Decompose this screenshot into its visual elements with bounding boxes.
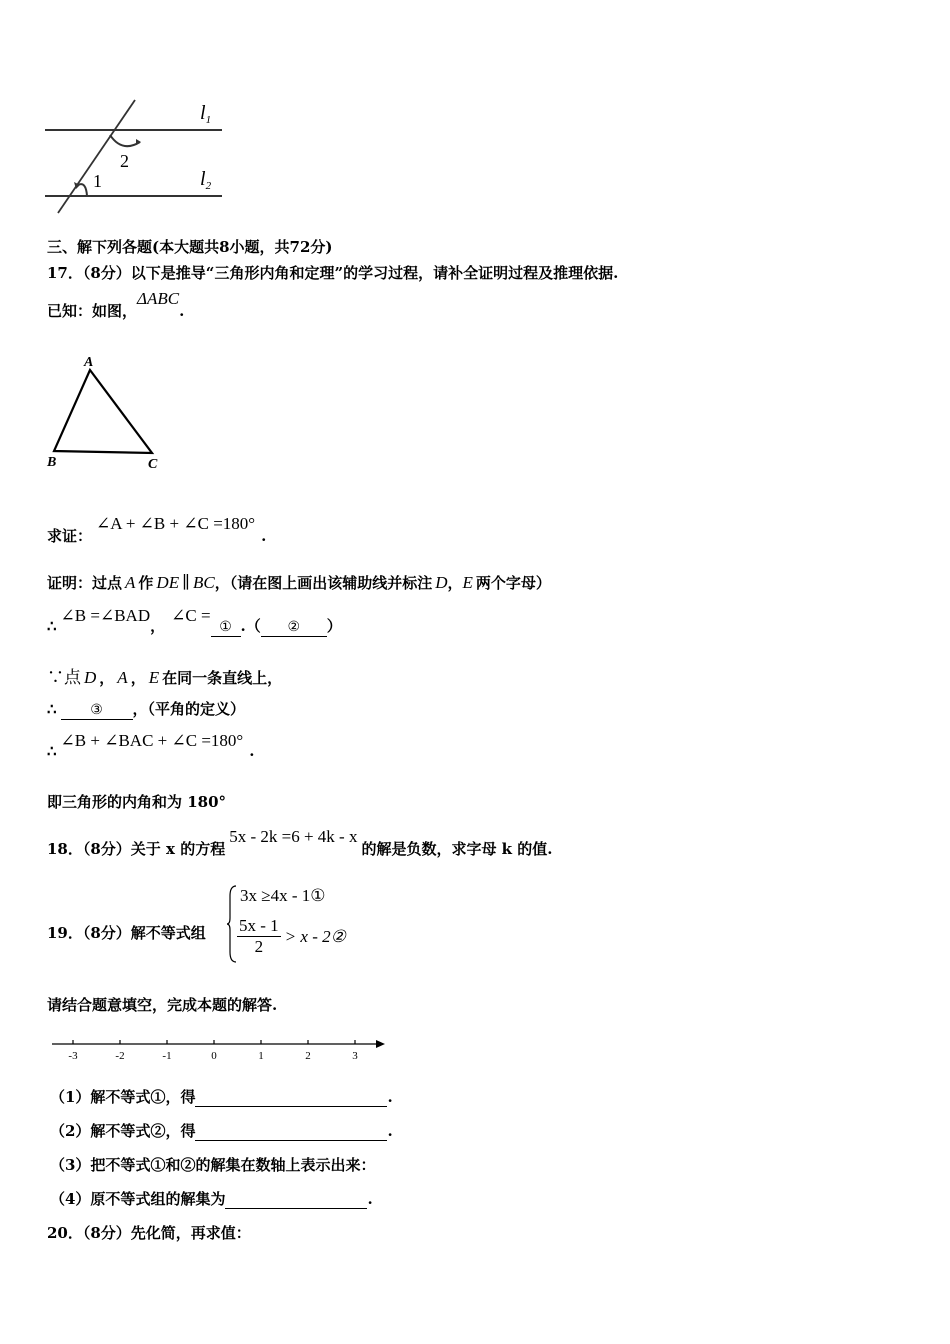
blank-2[interactable]: ②: [261, 619, 327, 637]
vertex-b: B: [47, 455, 57, 470]
angle-2-arrow: [136, 139, 141, 145]
number-line-arrow: [376, 1040, 385, 1048]
inequality-1: 3x ≥4x - 1①: [240, 886, 326, 905]
blank-1[interactable]: ①: [211, 619, 241, 637]
q17-proof-line3: ∵点 D ， A ， E 在同一条直线上，: [47, 668, 283, 687]
tick-label: 2: [305, 1050, 311, 1062]
vertex-c: C: [148, 457, 158, 472]
q19-part-1: （1）解不等式①，得 .: [50, 1088, 393, 1106]
section-title: 三、解下列各题(本大题共8小题，共72分): [47, 238, 333, 256]
q19-part-3: （3）把不等式①和②的解集在数轴上表示出来：: [50, 1156, 376, 1174]
q20: 20．（8分）先化简，再求值：: [47, 1224, 251, 1242]
angle-2-arc: [110, 135, 140, 146]
q17-conclusion: 即三角形的内角和为 180°: [47, 793, 227, 811]
label-l2: $l_2$: [200, 168, 212, 192]
triangle-abc: [54, 370, 152, 453]
q17-given: 已知：如图，ΔABC.: [47, 289, 185, 320]
triangle-abc-figure: [42, 348, 172, 476]
q19-prefix: 19．（8分）解不等式组: [47, 924, 206, 942]
q17-prove: 求证：∠A + ∠B + ∠C =180°.: [47, 514, 267, 545]
parallel-lines-figure: [40, 95, 230, 220]
tick-label: 1: [258, 1050, 264, 1062]
q19-part-2: （2）解不等式②，得 .: [50, 1122, 393, 1140]
q17-proof-line4: ∴ ③ ，（平角的定义）: [47, 700, 246, 718]
q18: 18．（8分）关于 x 的方程5x - 2k =6 + 4k - x的解是负数，求字母 k 的值.: [47, 827, 553, 858]
tick-label: -3: [68, 1050, 78, 1062]
q19-part-4: （4）原不等式组的解集为 .: [50, 1190, 373, 1208]
q19-instruction: 请结合题意填空，完成本题的解答.: [47, 996, 278, 1014]
label-l1: $l_1$: [200, 102, 212, 126]
inequality-2: $\frac{5x - 1}{2}$ > x - 2②: [239, 916, 346, 956]
angle-1-arc: [78, 184, 87, 196]
tick-label: -2: [115, 1050, 125, 1062]
tick-label: 0: [211, 1050, 217, 1062]
q17-proof-line5: ∴∠B + ∠BAC + ∠C =180°.: [47, 731, 255, 760]
label-angle-1: 1: [93, 171, 102, 191]
label-angle-2: 2: [120, 151, 129, 171]
q17-proof-line2: ∴∠B =∠BAD，∠C =① .（ ② ）: [47, 606, 342, 635]
q17-proof-line1: 证明：过点 A 作 DE ∥ BC，（请在图上画出该辅助线并标注 D，E 两个字母）: [47, 573, 551, 592]
vertex-a: A: [84, 355, 94, 370]
tick-label: 3: [352, 1050, 358, 1062]
tick-label: -1: [162, 1050, 172, 1062]
blank-3[interactable]: ③: [61, 702, 133, 720]
number-line: [48, 1032, 393, 1064]
q17-stem: 17．（8分）以下是推导“三角形内角和定理”的学习过程，请补全证明过程及推理依据.: [47, 264, 619, 282]
